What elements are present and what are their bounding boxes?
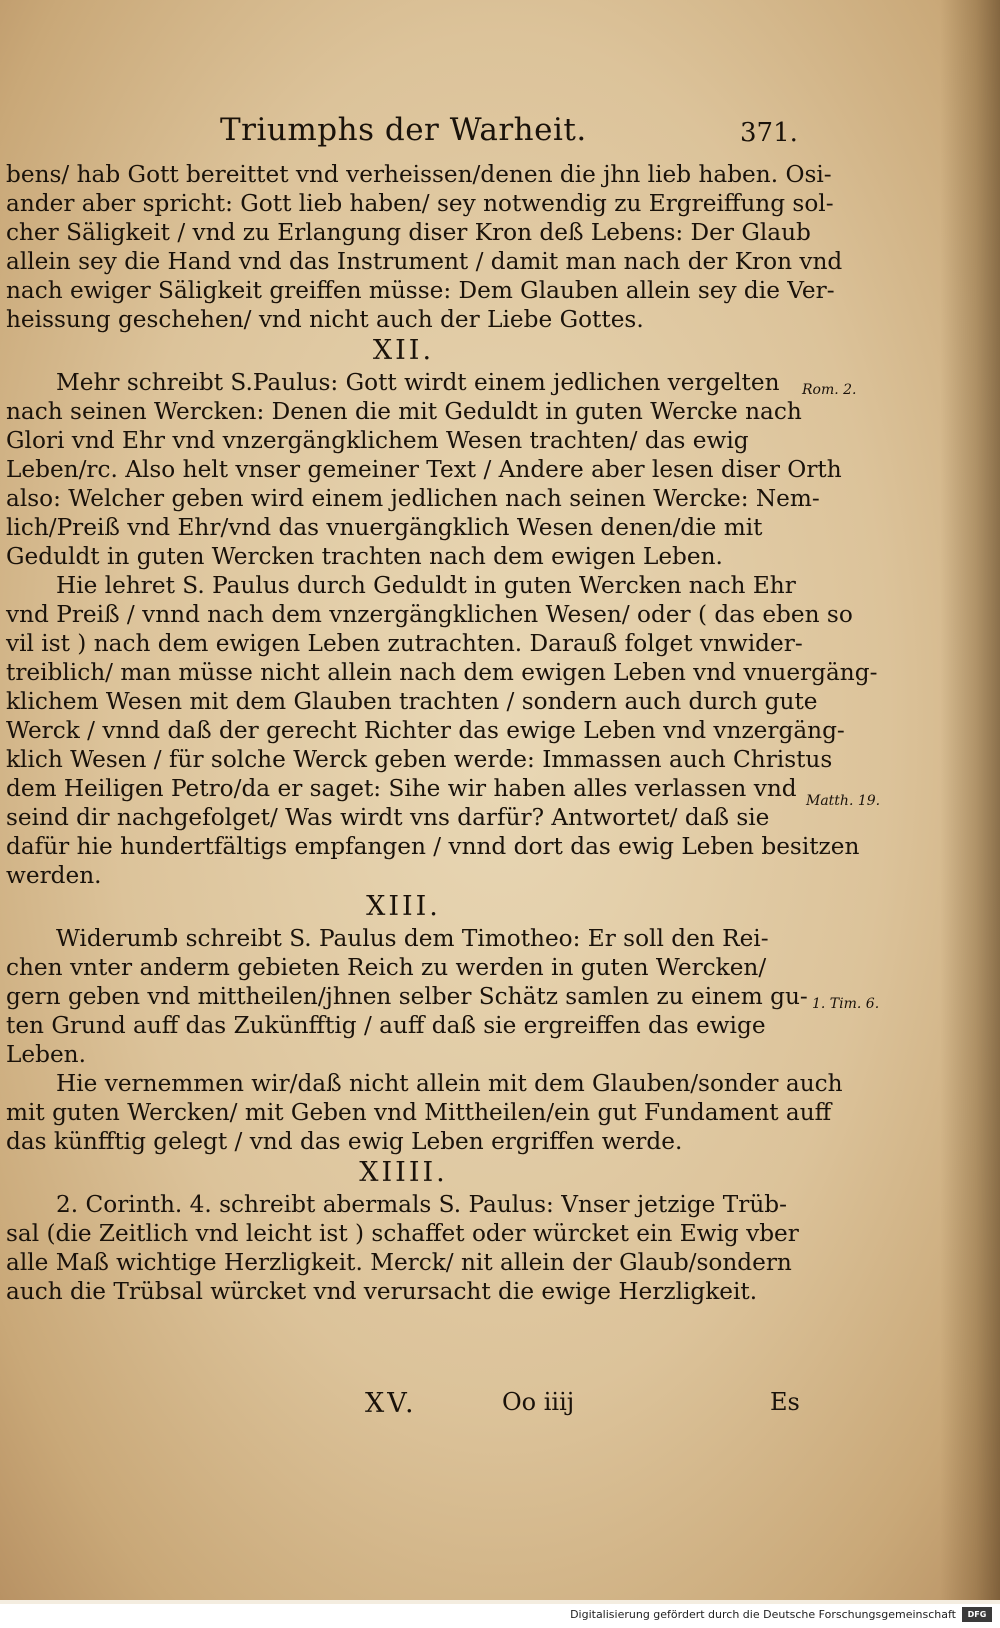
text-line: werden. [6,862,102,889]
text-line: Werck / vnnd daß der gerecht Richter das ewige Leben vnd vnzergäng- [6,717,845,744]
dfg-logo-icon: DFG [962,1607,992,1622]
text-line: klich Wesen / für solche Werck geben werde: Immassen auch Christus [6,746,833,773]
next-section-number: XV. [365,1388,417,1419]
text-line: heissung geschehen/ vnd nicht auch der Liebe Gottes. [6,306,644,333]
text-line: das künfftig gelegt / vnd das ewig Leben ergriffen werde. [6,1128,683,1155]
text-line: bens/ hab Gott bereittet vnd verheissen/denen die jhn lieb haben. Osi- [6,161,832,188]
catchword: Es [770,1388,800,1416]
text-line: gern geben vnd mittheilen/jhnen selber Schätz samlen zu einem gu- [6,983,808,1010]
text-line: also: Welcher geben wird einem jedlichen nach seinen Wercke: Nem- [6,485,820,512]
text-line: seind dir nachgefolget/ Was wirdt vns darfür? Antwortet/ daß sie [6,804,770,831]
text-line: 2. Corinth. 4. schreibt abermals S. Paulus: Vnser jetzige Trüb- [56,1191,787,1218]
marginal-note: Rom. 2. [802,382,857,398]
text-line: ander aber spricht: Gott lieb haben/ sey notwendig zu Ergreiffung sol- [6,190,834,217]
text-line: mit guten Wercken/ mit Geben vnd Mittheilen/ein gut Fundament auff [6,1099,832,1126]
text-line: lich/Preiß vnd Ehr/vnd das vnuergängklich Wesen denen/die mit [6,514,763,541]
text-line: Glori vnd Ehr vnd vnzergängklichem Wesen trachten/ das ewig [6,427,749,454]
signature-mark: Oo iiij [502,1388,575,1416]
text-line: Leben. [6,1041,86,1068]
text-line: dafür hie hundertfältigs empfangen / vnnd dort das ewig Leben besitzen [6,833,860,860]
text-line: Hie vernemmen wir/daß nicht allein mit dem Glauben/sonder auch [56,1070,843,1097]
text-line: cher Säligkeit / vnd zu Erlangung diser Kron deß Lebens: Der Glaub [6,219,811,246]
text-line: ten Grund auff das Zukünfftig / auff daß sie ergreiffen das ewige [6,1012,766,1039]
text-line: treiblich/ man müsse nicht allein nach dem ewigen Leben vnd vnuergäng- [6,659,878,686]
text-line: Mehr schreibt S.Paulus: Gott wirdt einem jedlichen vergelten [56,369,780,396]
text-line: alle Maß wichtige Herzligkeit. Merck/ nit allein der Glaub/sondern [6,1249,792,1276]
text-line: dem Heiligen Petro/da er saget: Sihe wir haben alles verlassen vnd [6,775,797,802]
marginal-note: 1. Tim. 6. [812,996,880,1012]
text-line: Widerumb schreibt S. Paulus dem Timotheo: Er soll den Rei- [56,925,769,952]
text-line: nach ewiger Säligkeit greiffen müsse: Dem Glauben allein sey die Ver- [6,277,835,304]
text-line: allein sey die Hand vnd das Instrument / damit man nach der Kron vnd [6,248,843,275]
text-line: Hie lehret S. Paulus durch Geduldt in guten Wercken nach Ehr [56,572,796,599]
page-number: 371. [740,118,798,148]
text-line: sal (die Zeitlich vnd leicht ist ) schaffet oder würcket ein Ewig vber [6,1220,799,1247]
section-number: XIIII. [359,1157,448,1188]
text-line: chen vnter anderm gebieten Reich zu werden in guten Wercken/ [6,954,767,981]
text-line: Geduldt in guten Wercken trachten nach dem ewigen Leben. [6,543,723,570]
text-line: vil ist ) nach dem ewigen Leben zutrachten. Darauß folget vnwider- [6,630,803,657]
text-line: nach seinen Wercken: Denen die mit Geduldt in guten Wercke nach [6,398,802,425]
section-number: XIII. [366,891,441,922]
marginal-note: Matth. 19. [806,793,881,809]
page-footer [0,1388,1000,1428]
digitization-note: Digitalisierung gefördert durch die Deutsche Forschungsgemeinschaft [570,1608,956,1621]
section-number: XII. [372,335,435,366]
text-line: vnd Preiß / vnnd nach dem vnzergängklichen Wesen/ oder ( das eben so [6,601,853,628]
text-line: Leben/rc. Also helt vnser gemeiner Text / Andere aber lesen diser Orth [6,456,842,483]
text-line: auch die Trübsal würcket vnd verursacht die ewige Herzligkeit. [6,1278,758,1305]
running-head: Triumphs der Warheit. [220,112,587,148]
text-line: klichem Wesen mit dem Glauben trachten / sondern auch durch gute [6,688,818,715]
digitization-bar [0,1604,1000,1628]
